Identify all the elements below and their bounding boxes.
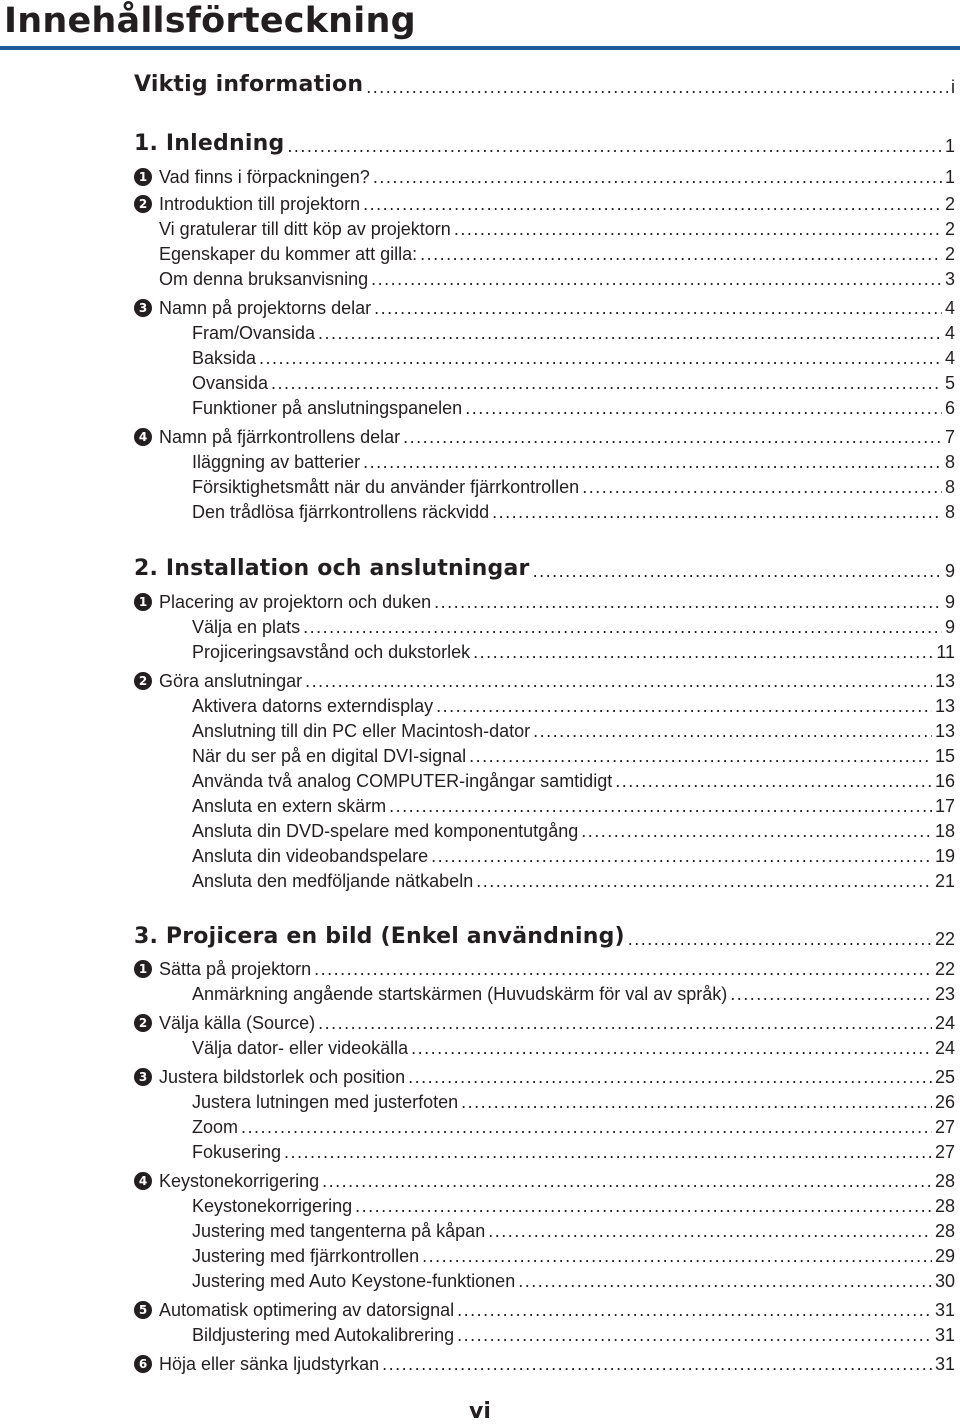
toc-entry-label (192, 347, 256, 369)
toc-chapter (134, 131, 955, 157)
toc-entry-text: Justering med Auto Keystone-funktionen (192, 1271, 516, 1291)
step-number-icon: 2 (134, 672, 152, 690)
toc-entry-page: 17 (934, 796, 955, 816)
dot-leader (582, 476, 942, 498)
toc-entry-label (134, 1066, 405, 1088)
toc-entry-page: 28 (934, 1221, 955, 1241)
toc-entry-label (134, 131, 284, 157)
dot-leader (730, 983, 932, 1005)
dot-leader (373, 166, 942, 188)
step-number-icon: 3 (134, 299, 152, 317)
step-number-icon: 2 (134, 1014, 152, 1032)
toc-entry-text: Automatisk optimering av datorsignal (159, 1300, 455, 1320)
dot-leader (431, 845, 932, 867)
toc-entry-label (192, 983, 727, 1005)
toc-entry (192, 472, 955, 498)
toc-entry-page: 27 (934, 1117, 955, 1137)
toc-entry-text: Anmärkning angående startskärmen (Huvudskärm för val av språk) (192, 984, 728, 1004)
toc-entry (134, 1008, 955, 1034)
toc-entry (134, 1295, 955, 1321)
dot-leader (318, 1012, 932, 1034)
toc-entry (192, 637, 955, 663)
toc-entry (192, 1241, 955, 1267)
dot-leader (305, 670, 932, 692)
toc-entry-label (134, 924, 625, 950)
toc-entry-text: Ansluta din DVD-spelare med komponentutgång (192, 821, 579, 841)
toc-entry (192, 447, 955, 473)
toc-entry-page: 2 (944, 219, 955, 239)
toc-entry-label (192, 476, 579, 498)
toc-entry-text: Vi gratulerar till ditt köp av projektorn (159, 219, 451, 239)
toc-entry-page: 28 (934, 1171, 955, 1191)
step-number-icon: 3 (134, 1068, 152, 1086)
page-title: Innehållsförteckning (4, 1, 416, 41)
toc-entry-text: Keystonekorrigering (192, 1196, 353, 1216)
toc-entry-label (192, 1270, 515, 1292)
dot-leader (411, 1037, 932, 1059)
toc-entry-page: 8 (944, 477, 955, 497)
toc-entry-page: 24 (934, 1038, 955, 1058)
toc-entry-label (134, 556, 530, 582)
dot-leader (363, 451, 942, 473)
toc-entry-label (192, 322, 315, 344)
toc-entry (192, 791, 955, 817)
toc-entry (134, 239, 955, 265)
toc-entry (192, 866, 955, 892)
dot-leader (434, 591, 942, 613)
toc-entry-page: 24 (934, 1013, 955, 1033)
toc-entry (134, 422, 955, 448)
toc-entry-page: 25 (934, 1067, 955, 1087)
toc-entry-text: Keystonekorrigering (159, 1171, 320, 1191)
toc-entry-page: 30 (934, 1271, 955, 1291)
dot-leader (457, 1299, 932, 1321)
toc-entry-page: 21 (934, 871, 955, 891)
toc-entry-text: Använda två analog COMPUTER-ingångar samtidigt (192, 771, 613, 791)
toc-entry-text: Justering med tangenterna på kåpan (192, 1221, 486, 1241)
toc-entry-page: 6 (944, 398, 955, 418)
page-number: vi (469, 1399, 491, 1424)
toc-entry-text: Välja källa (Source) (159, 1013, 316, 1033)
toc-entry-page: 29 (934, 1246, 955, 1266)
toc-entry (192, 816, 955, 842)
toc-entry-text: Den trådlösa fjärrkontrollens räckvidd (192, 502, 490, 522)
toc-entry-label (134, 166, 370, 188)
toc-entry-text: Vad finns i förpackningen? (159, 167, 370, 187)
toc-entry-label (134, 670, 302, 692)
toc-entry-page: i (951, 77, 955, 97)
toc-entry (134, 666, 955, 692)
dot-leader (454, 218, 942, 240)
toc-entry-label (192, 372, 268, 394)
toc-entry-label (192, 1195, 352, 1217)
toc-entry-page: 19 (934, 846, 955, 866)
toc-entry-label (192, 795, 386, 817)
toc-entry-text: Ansluta en extern skärm (192, 796, 387, 816)
toc-entry-page: 2 (944, 194, 955, 214)
toc-entry-label (134, 218, 451, 240)
step-number-icon: 1 (134, 168, 152, 186)
dot-leader (533, 720, 932, 742)
dot-leader (533, 560, 942, 582)
dot-leader (488, 1220, 932, 1242)
dot-leader (492, 501, 942, 523)
toc-entry-text: Justera bildstorlek och position (159, 1067, 406, 1087)
step-number-icon: 1 (134, 593, 152, 611)
toc-entry-page: 9 (944, 592, 955, 612)
dot-leader (371, 268, 942, 290)
toc-entry (134, 214, 955, 240)
toc-entry-page: 11 (936, 642, 955, 662)
toc-entry-text: Fram/Ovansida (192, 323, 316, 343)
dot-leader (287, 135, 942, 157)
toc-entry (192, 841, 955, 867)
toc-entry-label (134, 1353, 379, 1375)
toc-entry (192, 1266, 955, 1292)
dot-leader (518, 1270, 932, 1292)
dot-leader (420, 243, 942, 265)
toc-entry-text: Göra anslutningar (159, 671, 303, 691)
dot-leader (436, 695, 932, 717)
toc-entry-page: 4 (944, 323, 955, 343)
toc-entry-label (192, 1141, 281, 1163)
toc-entry-text: Baksida (192, 348, 257, 368)
dot-leader (271, 372, 942, 394)
toc-entry-label (192, 870, 473, 892)
toc-entry-page: 8 (944, 502, 955, 522)
toc-entry-text: Välja dator- eller videokälla (192, 1038, 409, 1058)
toc-entry-text: Ansluta din videobandspelare (192, 846, 429, 866)
toc-entry-text: Viktig information (134, 72, 364, 97)
toc-entry-label (134, 1170, 319, 1192)
toc-entry-text: 3. Projicera en bild (Enkel användning) (134, 924, 625, 949)
toc-entry (134, 1349, 955, 1375)
toc-entry-page: 9 (944, 617, 955, 637)
toc-entry (192, 1191, 955, 1217)
toc-entry-label (192, 1116, 238, 1138)
toc-entry-label (192, 1037, 408, 1059)
dot-leader (628, 928, 932, 950)
toc-entry-text: Ovansida (192, 373, 269, 393)
toc-entry (134, 189, 955, 215)
step-number-icon: 4 (134, 428, 152, 446)
toc-entry-label (134, 958, 311, 980)
toc-entry-page: 23 (934, 984, 955, 1004)
dot-leader (355, 1195, 932, 1217)
dot-leader (259, 347, 942, 369)
toc-entry-label (192, 1220, 485, 1242)
toc-entry (192, 741, 955, 767)
dot-leader (303, 616, 942, 638)
toc-entry-text: När du ser på en digital DVI-signal (192, 746, 467, 766)
dot-leader (422, 1245, 932, 1267)
toc-entry-page: 2 (944, 244, 955, 264)
toc-entry-text: Namn på fjärrkontrollens delar (159, 427, 401, 447)
toc-entry (134, 264, 955, 290)
toc-entry-page: 31 (934, 1325, 955, 1345)
toc-entry-page: 18 (934, 821, 955, 841)
toc-chapter (134, 556, 955, 582)
toc-entry (134, 162, 955, 188)
toc-entry-label (192, 451, 360, 473)
toc-entry-page: 28 (934, 1196, 955, 1216)
toc-entry-label (192, 1245, 419, 1267)
toc-entry-label (192, 695, 433, 717)
toc-entry-label (134, 72, 363, 98)
toc-entry (192, 368, 955, 394)
toc-entry-label (192, 720, 530, 742)
toc-entry-page: 4 (944, 348, 955, 368)
toc-entry-label (192, 641, 470, 663)
toc-entry-page: 5 (944, 373, 955, 393)
toc-entry (192, 1033, 955, 1059)
toc-entry-page: 4 (944, 298, 955, 318)
toc-entry-page: 1 (944, 167, 955, 187)
dot-leader (318, 322, 942, 344)
toc-entry-page: 16 (934, 771, 955, 791)
toc-entry-text: Introduktion till projektorn (159, 194, 361, 214)
toc-entry-text: Justering med fjärrkontrollen (192, 1246, 420, 1266)
step-number-icon: 1 (134, 960, 152, 978)
toc-entry (192, 612, 955, 638)
toc-entry-page: 13 (934, 721, 955, 741)
toc-entry-text: Namn på projektorns delar (159, 298, 372, 318)
toc-entry (192, 393, 955, 419)
dot-leader (314, 958, 932, 980)
toc-entry-page: 22 (934, 959, 955, 979)
toc-entry (192, 979, 955, 1005)
toc-entry-text: Försiktighetsmått när du använder fjärrkontrollen (192, 477, 580, 497)
toc-entry (192, 1216, 955, 1242)
toc-entry-label (134, 1299, 454, 1321)
toc-entry-label (134, 268, 368, 290)
toc-entry-page: 8 (944, 452, 955, 472)
step-number-icon: 4 (134, 1172, 152, 1190)
dot-leader (382, 1353, 932, 1375)
toc-entry-label (192, 616, 300, 638)
dot-leader (408, 1066, 932, 1088)
dot-leader (366, 76, 948, 98)
toc-entry-page: 15 (934, 746, 955, 766)
toc-chapter (134, 924, 955, 950)
toc-entry-label (134, 297, 371, 319)
toc-entry-page: 13 (934, 696, 955, 716)
dot-leader (469, 745, 932, 767)
dot-leader (615, 770, 932, 792)
dot-leader (389, 795, 932, 817)
dot-leader (476, 870, 932, 892)
toc-entry (192, 716, 955, 742)
toc-entry (134, 587, 955, 613)
toc-entry-text: Justera lutningen med justerfoten (192, 1092, 459, 1112)
toc-entry (192, 318, 955, 344)
dot-leader (461, 1091, 932, 1113)
toc-entry-page: 31 (934, 1354, 955, 1374)
dot-leader (322, 1170, 932, 1192)
toc-entry-label (192, 770, 612, 792)
toc-entry (192, 1112, 955, 1138)
dot-leader (374, 297, 942, 319)
toc-entry (134, 1062, 955, 1088)
toc-entry-text: Egenskaper du kommer att gilla: (159, 244, 418, 264)
toc-entry-label (192, 501, 489, 523)
toc-entry-text: Sätta på projektorn (159, 959, 312, 979)
step-number-icon: 6 (134, 1355, 152, 1373)
toc-entry (192, 691, 955, 717)
toc-entry-text: Ansluta den medföljande nätkabeln (192, 871, 474, 891)
toc-entry (192, 497, 955, 523)
toc-entry-page: 31 (934, 1300, 955, 1320)
toc-entry-label (134, 426, 400, 448)
toc-entry-page: 3 (944, 269, 955, 289)
toc-entry-text: Välja en plats (192, 617, 301, 637)
dot-leader (457, 1324, 932, 1346)
toc-entry-label (192, 820, 578, 842)
toc-entry-page: 9 (944, 561, 955, 581)
toc-entry-text: Placering av projektorn och duken (159, 592, 432, 612)
step-number-icon: 2 (134, 195, 152, 213)
toc-entry-label (192, 397, 462, 419)
toc-entry-text: Iläggning av batterier (192, 452, 361, 472)
toc-entry-text: Aktivera datorns externdisplay (192, 696, 434, 716)
dot-leader (241, 1116, 932, 1138)
toc-entry-label (192, 1091, 458, 1113)
toc-entry (134, 954, 955, 980)
toc-entry-text: Projiceringsavstånd och dukstorlek (192, 642, 471, 662)
toc-entry (192, 1320, 955, 1346)
dot-leader (473, 641, 933, 663)
toc-entry-page: 27 (934, 1142, 955, 1162)
toc-entry (192, 766, 955, 792)
toc-entry-page: 7 (944, 427, 955, 447)
toc-chapter (134, 72, 955, 98)
toc-entry-text: Fokusering (192, 1142, 282, 1162)
toc-entry-text: 2. Installation och anslutningar (134, 556, 530, 581)
toc-entry-page: 26 (934, 1092, 955, 1112)
dot-leader (465, 397, 942, 419)
toc-entry-text: Bildjustering med Autokalibrering (192, 1325, 455, 1345)
toc-entry-page: 22 (934, 929, 955, 949)
toc-entry-text: Om denna bruksanvisning (159, 269, 369, 289)
toc-entry-label (134, 1012, 315, 1034)
toc-entry-label (134, 193, 360, 215)
toc-entry-label (192, 845, 428, 867)
toc-entry (192, 1087, 955, 1113)
toc-entry-label (134, 243, 417, 265)
toc-entry (192, 1137, 955, 1163)
toc-entry-page: 1 (944, 136, 955, 156)
toc-entry (134, 1166, 955, 1192)
toc-entry-page: 13 (934, 671, 955, 691)
dot-leader (581, 820, 932, 842)
dot-leader (284, 1141, 932, 1163)
toc-entry-text: 1. Inledning (134, 131, 285, 156)
toc-entry-text: Funktioner på anslutningspanelen (192, 398, 463, 418)
toc-entry-text: Anslutning till din PC eller Macintosh-dator (192, 721, 531, 741)
step-number-icon: 5 (134, 1301, 152, 1319)
toc-entry-text: Höja eller sänka ljudstyrkan (159, 1354, 380, 1374)
toc-entry-label (192, 745, 466, 767)
toc-entry-text: Zoom (192, 1117, 239, 1137)
dot-leader (363, 193, 942, 215)
toc-entry (192, 343, 955, 369)
toc-entry-label (134, 591, 431, 613)
toc-entry-label (192, 1324, 454, 1346)
dot-leader (403, 426, 942, 448)
toc-entry (134, 293, 955, 319)
